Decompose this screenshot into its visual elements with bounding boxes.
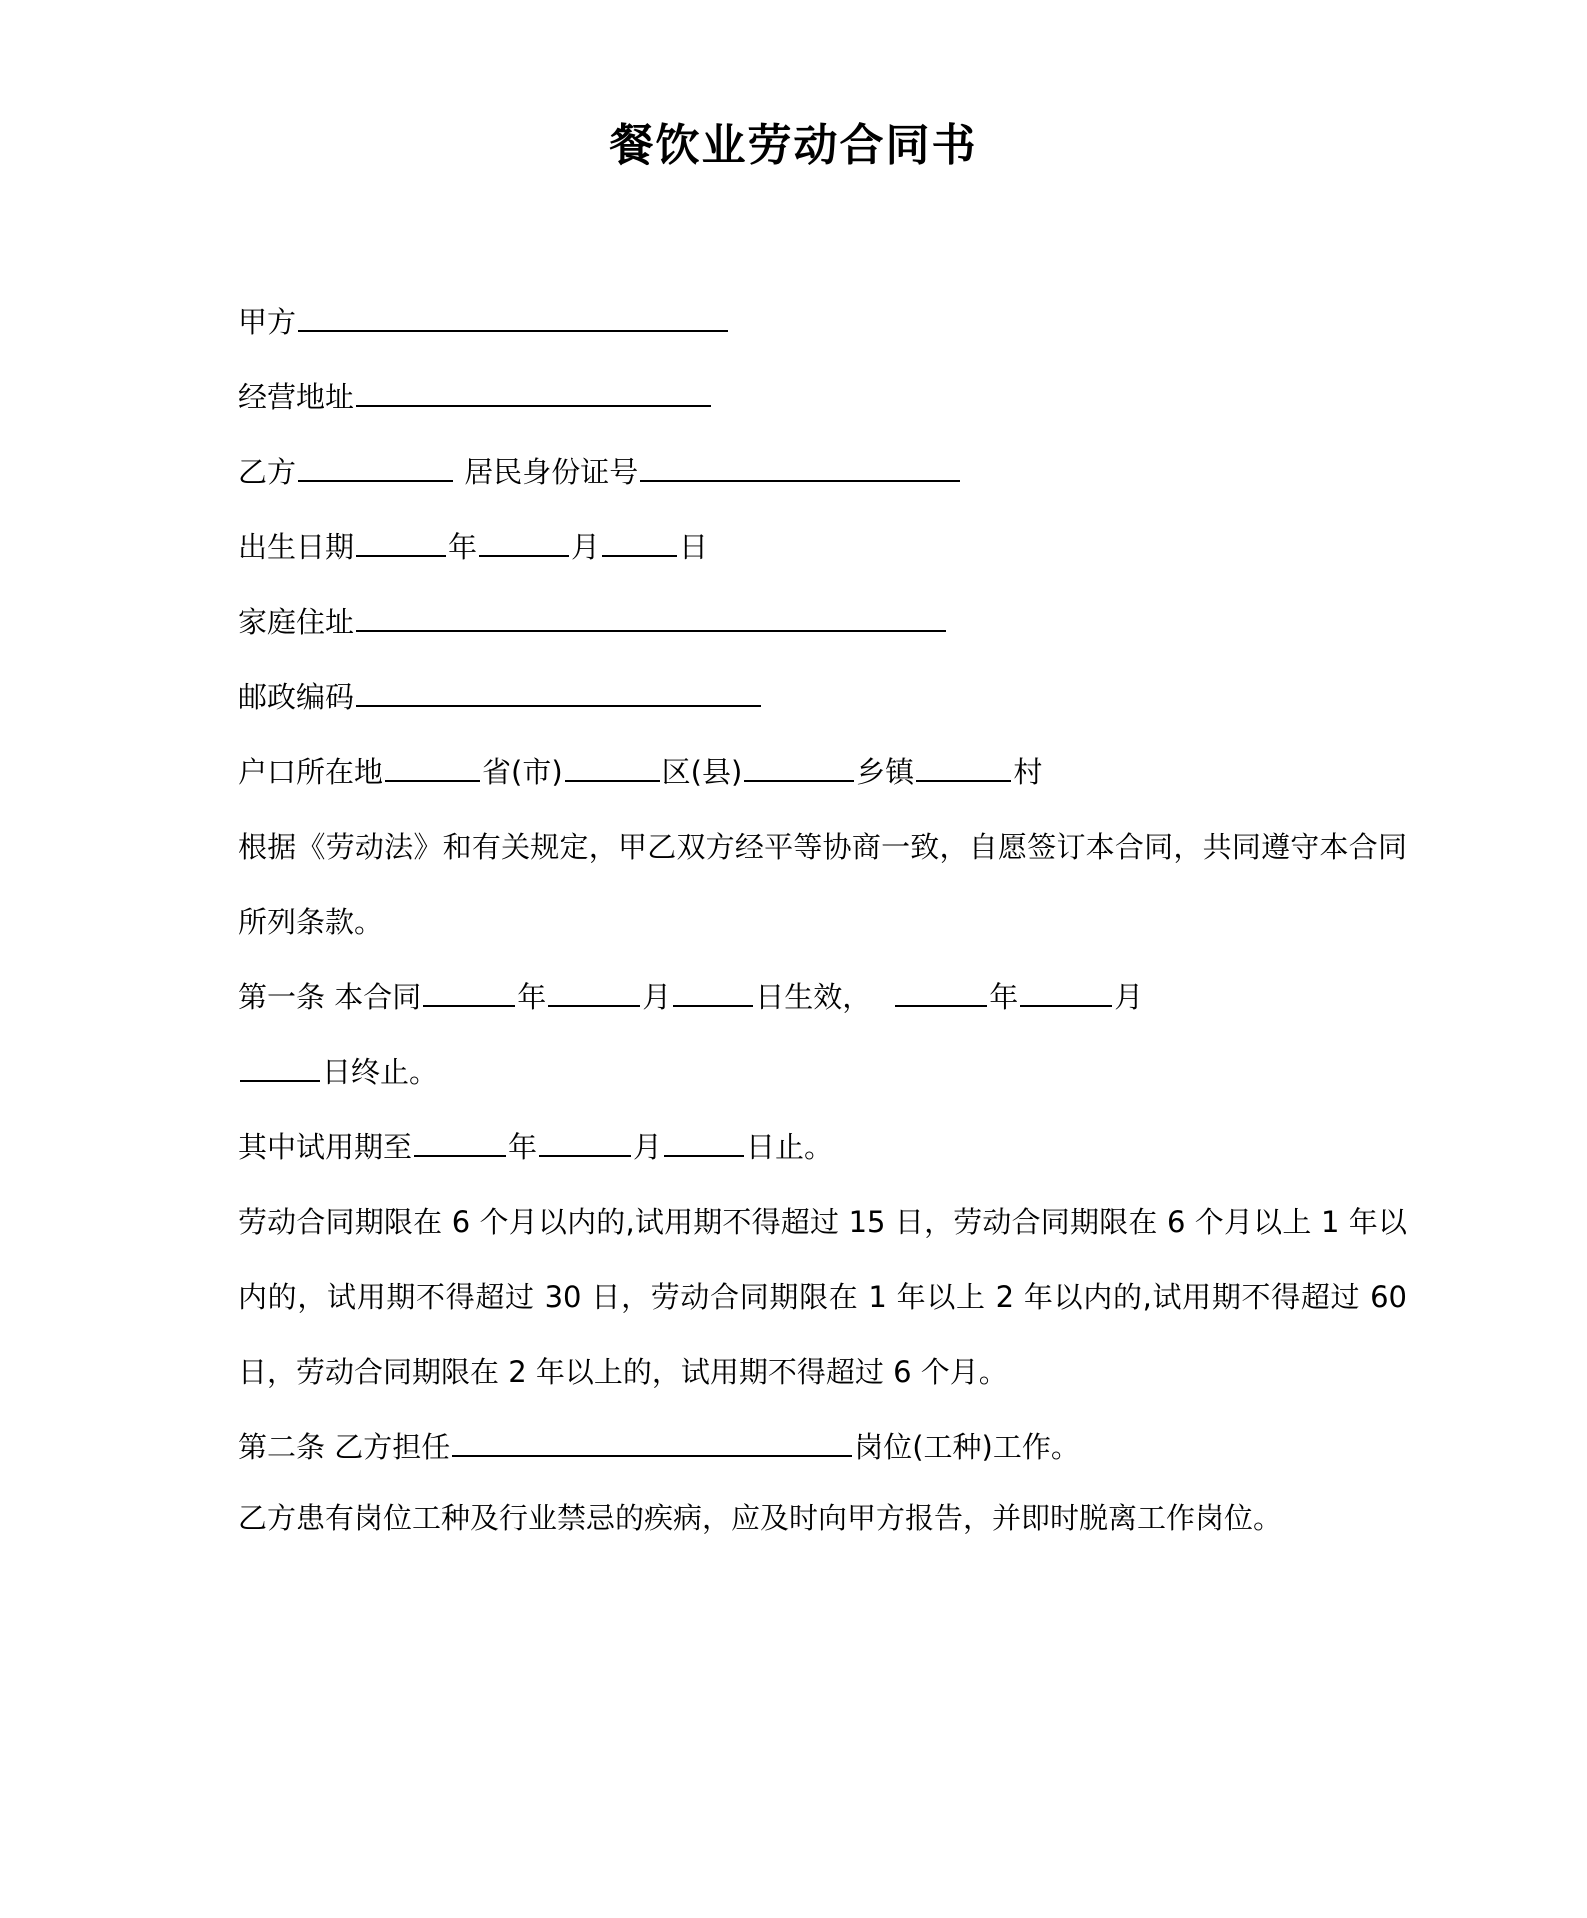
field-business-address-label: 经营地址 [238, 379, 355, 414]
field-party-b-rule[interactable] [298, 450, 453, 482]
probation-month-unit: 月 [633, 1129, 663, 1164]
field-postal-code-label: 邮政编码 [238, 679, 355, 714]
probation-year-unit: 年 [508, 1129, 538, 1164]
field-party-a [238, 285, 1407, 360]
field-household-district-unit: 区(县) [661, 754, 743, 789]
field-business-address-rule[interactable] [356, 375, 711, 407]
field-birth-day-rule[interactable] [602, 525, 677, 557]
field-birth-year-rule[interactable] [356, 525, 446, 557]
field-birth-day-unit: 日 [679, 529, 709, 564]
field-household-village-unit: 村 [1013, 754, 1043, 789]
clause-two-position-rule[interactable] [452, 1425, 852, 1457]
preamble-paragraph: 根据《劳动法》和有关规定，甲乙双方经平等协商一致，自愿签订本合同，共同遵守本合同所列条款。 [238, 829, 1407, 939]
clause-one-effective-text: 日生效， [755, 979, 872, 1014]
clause-one-end-year-rule[interactable] [895, 975, 987, 1007]
clause-one-prefix: 第一条 本合同 [238, 979, 422, 1014]
field-household-registration [238, 735, 1407, 810]
clause-one-start-month-unit: 月 [642, 979, 672, 1014]
field-household-district-rule[interactable] [565, 750, 660, 782]
field-home-address-rule[interactable] [356, 600, 946, 632]
field-household-town-rule[interactable] [744, 750, 854, 782]
field-party-b [238, 435, 1407, 510]
clause-one-end-year-unit: 年 [989, 979, 1019, 1014]
page-title: 餐饮业劳动合同书 [609, 120, 978, 171]
clause-two-prefix: 第二条 乙方担任 [238, 1429, 451, 1464]
field-birth-month-rule[interactable] [479, 525, 569, 557]
clause-one [238, 960, 1407, 1110]
field-id-number-label: 居民身份证号 [455, 454, 639, 489]
field-party-a-label: 甲方 [238, 304, 297, 339]
clause-one-start-year-unit: 年 [517, 979, 547, 1014]
field-household-province-unit: 省(市) [482, 754, 563, 789]
field-household-town-unit: 乡镇 [856, 754, 915, 789]
field-birth-year-unit: 年 [448, 529, 478, 564]
field-birth-date [238, 510, 1407, 585]
field-household-label: 户口所在地 [238, 754, 384, 789]
clause-two [238, 1410, 1407, 1485]
clause-one-start-month-rule[interactable] [548, 975, 640, 1007]
field-business-address [238, 360, 1407, 435]
field-party-b-label: 乙方 [238, 454, 297, 489]
field-party-a-rule[interactable] [298, 300, 728, 332]
field-postal-code-rule[interactable] [356, 675, 761, 707]
clause-one-start-day-rule[interactable] [673, 975, 753, 1007]
occupational-taboo-paragraph: 乙方患有岗位工种及行业禁忌的疾病，应及时向甲方报告，并即时脱离工作岗位。 [238, 1500, 1283, 1535]
clause-one-end-text: 日终止。 [322, 1054, 439, 1089]
probation-year-rule[interactable] [414, 1125, 506, 1157]
probation-month-rule[interactable] [539, 1125, 631, 1157]
document-body [0, 173, 1587, 1551]
field-birth-month-unit: 月 [571, 529, 601, 564]
clause-one-end-month-rule[interactable] [1020, 975, 1112, 1007]
field-id-number-rule[interactable] [640, 450, 960, 482]
probation-rules-paragraph: 劳动合同期限在 6 个月以内的,试用期不得超过 15 日，劳动合同期限在 6 个月以上 1 年以内的，试用期不得超过 30 日，劳动合同期限在 1 年以上 2 年以内的,试用期不得超过 60 日，劳动合同期限在 2 年以上的，试用期不得超过 6 个月。 [238, 1204, 1407, 1389]
field-postal-code [238, 660, 1407, 735]
field-household-province-rule[interactable] [385, 750, 480, 782]
clause-one-end-month-unit: 月 [1114, 979, 1144, 1014]
clause-one-start-year-rule[interactable] [423, 975, 515, 1007]
field-home-address [238, 585, 1407, 660]
field-birth-date-label: 出生日期 [238, 529, 355, 564]
probation-day-rule[interactable] [664, 1125, 744, 1157]
probation-suffix: 日止。 [746, 1129, 834, 1164]
clause-one-end-day-rule[interactable] [240, 1050, 320, 1082]
field-household-village-rule[interactable] [916, 750, 1011, 782]
probation-prefix: 其中试用期至 [238, 1129, 413, 1164]
clause-two-suffix: 岗位(工种)工作。 [854, 1429, 1080, 1464]
probation-end-row [238, 1110, 1407, 1185]
field-home-address-label: 家庭住址 [238, 604, 355, 639]
